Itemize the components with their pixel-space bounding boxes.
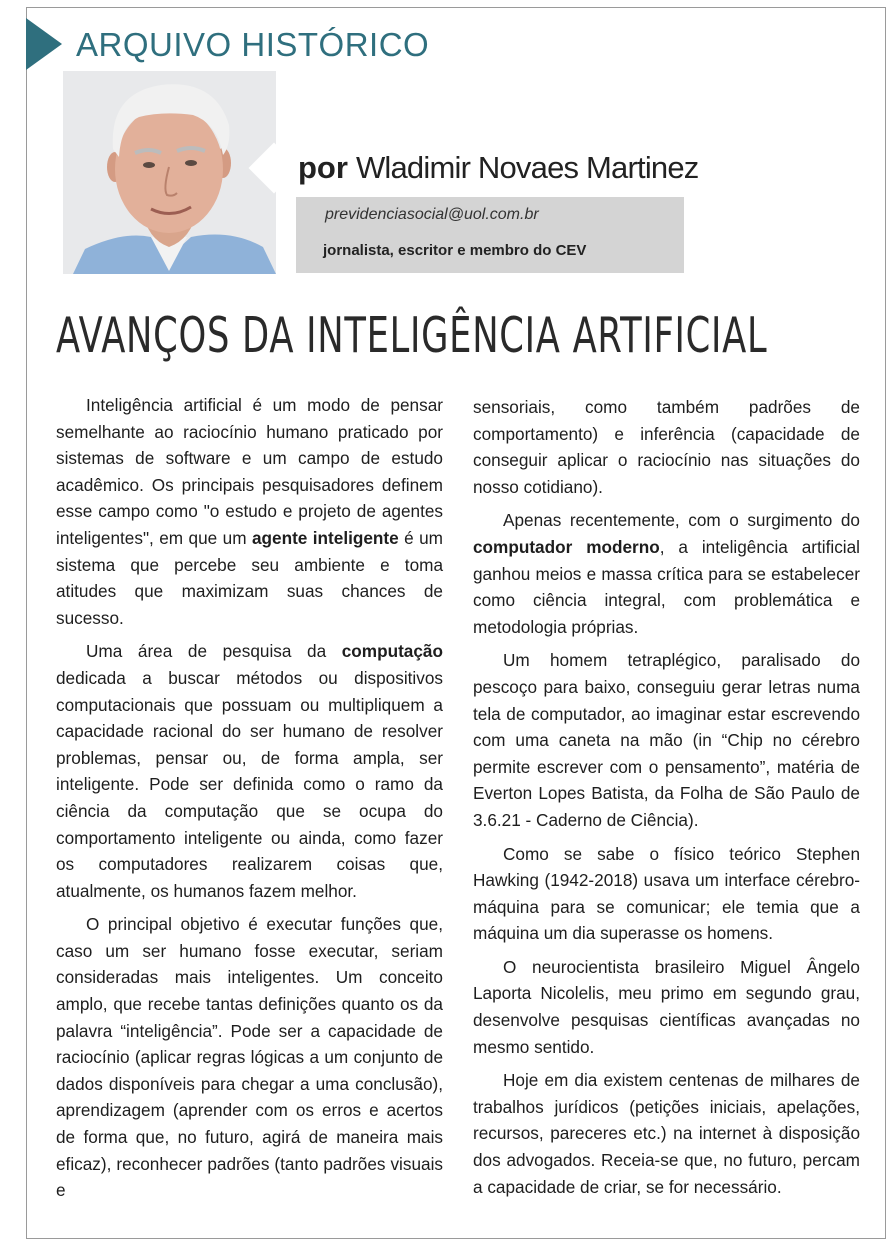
article-headline: AVANÇOS DA INTELIGÊNCIA ARTIFICIAL	[56, 307, 768, 364]
paragraph-3-continued: sensoriais, como também padrões de comportamento) e inferência (capacidade de conseguir aplicar o raciocínio nas situações do nosso cotidiano).	[473, 397, 860, 497]
paragraph-1: Inteligência artificial é um modo de pensar semelhante ao raciocínio humano praticado por sistemas de software e um campo de estudo acadêmico. Os principais pesquisadores definem esse campo como "o estudo e projeto de agentes inteligentes", em que um agente inteligente é um sistema que percebe seu ambiente e toma atitudes que maximizam suas chances de sucesso.	[56, 395, 443, 628]
paragraph-8: Hoje em dia existem centenas de milhares de trabalhos jurídicos (petições iniciais, apelações, recursos, pareceres etc.) na internet à disposição dos advogados. Receia-se que, no futuro, percam a capacidade de criar, se for necessário.	[473, 1070, 860, 1197]
section-marker-icon	[26, 18, 62, 70]
article-column-right	[473, 394, 860, 1207]
paragraph-4: Apenas recentemente, com o surgimento do computador moderno, a inteligência artificial ganhou meios e massa crítica para se estabelecer como ciência integral, com problemática e metodologia próprias.	[473, 510, 861, 637]
section-title: ARQUIVO HISTÓRICO	[76, 26, 430, 63]
author-name: Wladimir Novaes Martinez	[355, 150, 699, 185]
byline-prefix: por	[298, 150, 348, 185]
author-byline	[298, 148, 699, 188]
paragraph-6: Como se sabe o físico teórico Stephen Hawking (1942-2018) usava um interface cérebro-máquina para se comunicar; ele temia que a máquina um dia superasse os homens.	[473, 843, 860, 944]
paragraph-5: Um homem tetraplégico, paralisado do pescoço para baixo, conseguiu gerar letras numa tela de computador, ao imaginar estar escrevendo com uma caneta na mão (in “Chip no cérebro permite escrever com o pensamento”, matéria de Everton Lopes Batista, da Folha de São Paulo de 3.6.21 - Caderno de Ciência).	[473, 650, 860, 830]
author-photo	[63, 71, 276, 274]
paragraph-3: O principal objetivo é executar funções que, caso um ser humano fosse executar, seriam consideradas mais inteligentes. Um conceito amplo, que recebe tantas definições quanto os da palavra “inteligência”. Pode ser a capacidade de raciocínio (aplicar regras lógicas a um conjunto de dados disponíveis para chegar a uma conclusão), aprendizagem (aprender com os erros e acertos de forma que, no futuro, agirá de maneira mais eficaz), reconhecer padrões (tanto padrões visuais e	[56, 914, 443, 1201]
author-info-box	[296, 197, 684, 273]
author-email[interactable]: previdenciasocial@uol.com.br	[325, 206, 539, 223]
paragraph-7: O neurocientista brasileiro Miguel Ângelo Laporta Nicolelis, meu primo em segundo grau, desenvolve pesquisas científicas avançadas no mesmo sentido.	[473, 956, 860, 1057]
article-column-left	[56, 392, 443, 1211]
author-role: jornalista, escritor e membro do CEV	[323, 242, 587, 259]
paragraph-2: Uma área de pesquisa da computação dedicada a buscar métodos ou dispositivos computacionais que possuam ou multipliquem a capacidade racional do ser humano de resolver problemas, pensar ou, de forma ampla, ser inteligente. Pode ser definida como o ramo da ciência da computação que se ocupa do comportamento inteligente ou ainda, como fazer os computadores realizarem coisas que, atualmente, os humanos fazem melhor.	[56, 641, 443, 901]
